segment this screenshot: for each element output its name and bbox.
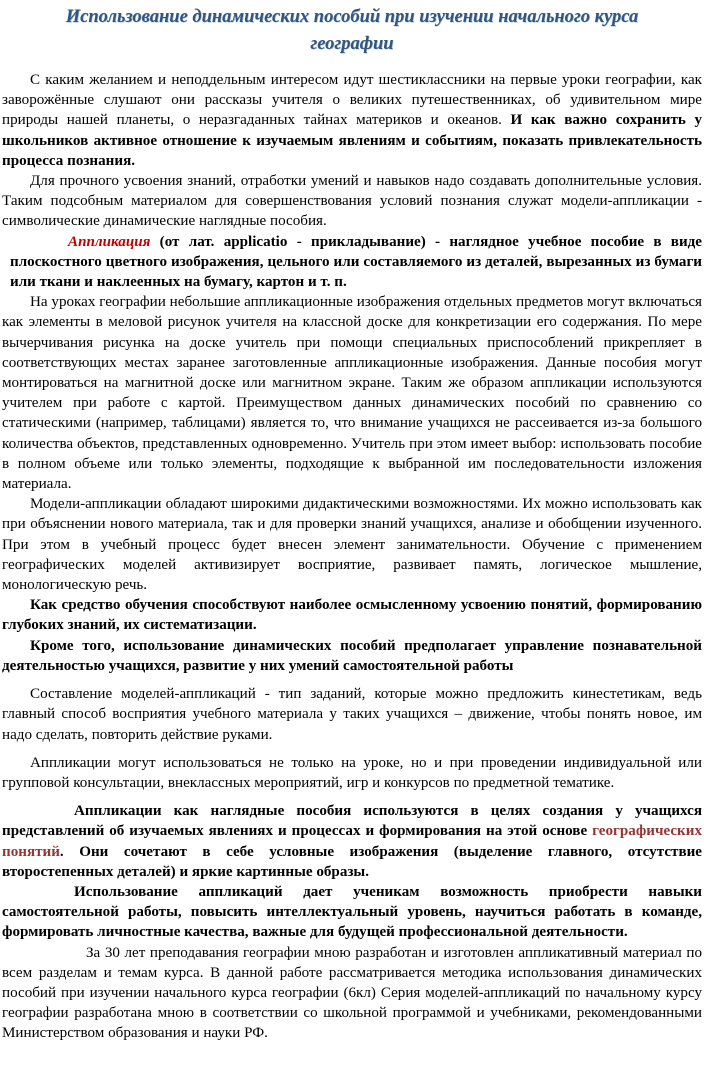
paragraph-usage: Аппликации могут использоваться не только на уроке, но и при проведении индивидуальной или групповой консультации, внеклассных мероприятий, игр и конкурсов по предметной тематике. <box>2 754 702 791</box>
paragraph-means: Как средство обучения способствуют наиболее осмысленному усвоению понятий, формированию глубоких знаний, их систематизации. <box>2 597 702 634</box>
paragraph-conditions: Для прочного усвоения знаний, отработки умений и навыков надо создавать дополнительные условия. Таким подсобным материалом для совершенствования условий познания служат модели-аппликации - символические динамические наглядные пособия. <box>2 173 702 230</box>
paragraph-definition <box>2 232 702 293</box>
intro-emphasis: И как важно сохранить у школьников активное отношение к изучаемым явлениям и событиям, показать привлекательность процесса познания. <box>2 112 702 169</box>
term-application: Аппликация <box>68 233 151 250</box>
paragraph-kinesthetic: Составление моделей-аппликаций - тип заданий, которые можно предложить кинестетикам, ведь главный способ восприятия учебного материала у таких учащихся – движение, чтобы понять новое, им надо сделать, повторить действие руками. <box>2 686 702 743</box>
page-title: Использование динамических пособий при изучении начального курса географии <box>65 7 639 54</box>
paragraph-experience: За 30 лет преподавания географии мною разработан и изготовлен аппликативный материал по всем разделам и темам курса. В данной работе рассматривается методика использования динамических пособий при изучении начального курса географии (6кл) Серия моделей-аппликаций по начальному курсу географии разработана мною в соответствии со школьной программой и учебниками, рекомендованными Министерством образования и науки РФ. <box>2 944 702 1042</box>
paragraph-lessons: На уроках географии небольшие аппликационные изображения отдельных предметов могут включаться как элементы в меловой рисунок учителя на классной доске для конкретизации его содержания. По мере вычерчивания рисунка на доске учитель при помощи специальных приспособлений прикрепляет в соответствующих местах заранее заготовленные аппликационные изображения. Данные пособия могут монтироваться на магнитной доске или магнитном экране. Таким же образом аппликации используются учителем при работе с картой. Преимуществом данных динамических пособий по сравнению со статическими (например, таблицами) является то, что внимание учащихся не рассеивается из-за большого количества объектов, представленных одновременно. Учитель при этом имеет выбор: использовать пособие в полном объеме или только элементы, подходящие к выбранной им последовательности изложения материала. <box>2 294 702 493</box>
concepts-text-end: . Они сочетают в себе условные изображения (выделение главного, отсутствие второстепенных деталей) и яркие картинные образы. <box>2 843 702 880</box>
intro-text: С каким желанием и неподдельным интересом идут шестиклассники на первые уроки географии, как заворожённые слушают они рассказы учителя о великих путешественниках, об удивительном мире природы нашей планеты, о неразгаданных тайнах материков и океанов. <box>2 72 702 129</box>
paragraph-didactics: Модели-аппликации обладают широкими дидактическими возможностями. Их можно использовать как при объяснении нового материала, так и для проверки знаний учащихся, анализе и обобщении изученного. При этом в учебный процесс будет внесен элемент занимательности. Обучение с применением географических моделей активизирует восприятие, развивает память, логическое мышление, монологическую речь. <box>2 496 702 594</box>
definition-text: (от лат. applicatio - прикладывание) - наглядное учебное пособие в виде плоскостного цветного изображения, цельного или составляемого из деталей, вырезанных из бумаги или ткани и наклеенных на бумагу, картон и т. п. <box>10 233 702 291</box>
term-geographic-concepts: географических понятий <box>2 823 702 860</box>
paragraph-concepts <box>2 801 702 882</box>
paragraph-skills: Использование аппликаций дает ученикам возможность приобрести навыки самостоятельной работы, повысить интеллектуальный уровень, научиться работать в команде, формировать личностные качества, важные для будущей профессиональной деятельности. <box>2 883 702 941</box>
paragraph-intro <box>2 70 702 171</box>
concepts-text: Аппликации как наглядные пособия используются в целях создания у учащихся представлений об изучаемых явлениях и процессах и формирования на этой основе <box>2 803 702 840</box>
paragraph-management: Кроме того, использование динамических пособий предполагает управление познавательной деятельностью учащихся, развитие у них умений самостоятельной работы <box>2 637 702 674</box>
